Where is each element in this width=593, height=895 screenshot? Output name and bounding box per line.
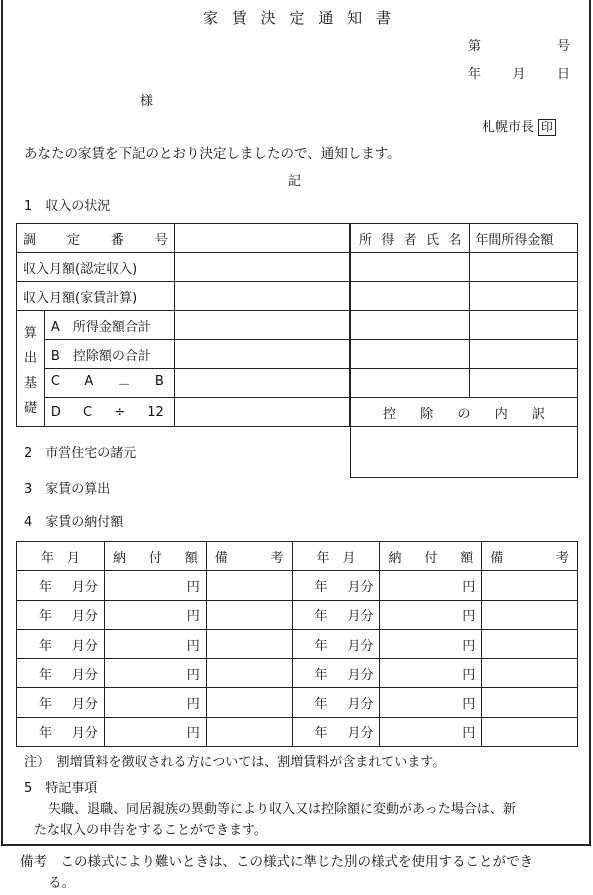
col-earner-name: 所 得 者 氏 名: [359, 232, 462, 248]
payment-remarks-cell: [482, 717, 578, 746]
row-month-suffix: 月分: [347, 609, 374, 625]
special-notes-line-1: 失職、退職、同居親族の異動等により収入又は控除額に変動があった場合は、新: [48, 802, 516, 817]
header-amount: 納 付 額: [112, 550, 198, 566]
payment-amount-cell: [104, 659, 206, 688]
date-year: 年: [468, 67, 482, 82]
payment-row: [17, 717, 578, 746]
date-day: 日: [556, 67, 570, 82]
row-year: 年: [39, 726, 53, 742]
header-remarks: 備 考: [214, 550, 284, 566]
issuer: [482, 119, 556, 136]
label-assessment-number: 調 定 番 号: [23, 232, 168, 248]
row-year: 年: [314, 697, 328, 713]
payment-remarks-cell: [482, 571, 578, 600]
document-number: [468, 40, 570, 53]
row-year: 年: [314, 609, 328, 625]
label-row-a: A 所得金額合計: [44, 311, 174, 340]
row-month-suffix: 月分: [71, 667, 98, 683]
row-year: 年: [39, 609, 53, 625]
value-row-b: [174, 340, 349, 369]
annual-income-cell: [470, 340, 578, 369]
footer-line-1: この様式により難いときは、この様式に準じた別の様式を使用することができ: [60, 854, 533, 870]
footer-label: 備考: [20, 854, 47, 870]
label-row-b: B 控除額の合計: [44, 340, 174, 369]
earner-name-cell: [351, 311, 470, 340]
payment-month-cell: [17, 629, 105, 658]
label-row-d: D C ÷ 12: [44, 398, 174, 427]
title-char: 知: [347, 9, 363, 27]
yen-unit: 円: [462, 638, 476, 654]
row-year: 年: [39, 638, 53, 654]
section-4-heading: 4 家賃の納付額: [24, 515, 124, 530]
row-year: 年: [314, 667, 328, 683]
label-calc-basis: 算 出 基 礎: [17, 311, 45, 427]
yen-unit: 円: [186, 667, 200, 683]
issue-date: [468, 68, 570, 81]
value-row-c: [174, 369, 349, 398]
payment-amount-cell: [380, 717, 482, 746]
value-monthly-income-recognized: [174, 253, 349, 282]
row-month-suffix: 月分: [347, 579, 374, 595]
payment-month-cell: [292, 659, 380, 688]
row-month-suffix: 月分: [347, 697, 374, 713]
row-month-suffix: 月分: [71, 726, 98, 742]
payment-row: [17, 688, 578, 717]
payment-amount-cell: [104, 571, 206, 600]
earner-name-cell: [351, 282, 470, 311]
title-char: 定: [289, 9, 305, 27]
section-3-heading: 3 家賃の算出: [24, 482, 111, 497]
payment-row: [17, 571, 578, 600]
payment-remarks-cell: [482, 688, 578, 717]
payment-month-cell: [17, 600, 105, 629]
row-month-suffix: 月分: [347, 726, 374, 742]
payment-month-cell: [292, 629, 380, 658]
row-month-suffix: 月分: [71, 609, 98, 625]
issuer-name: 札幌市長: [482, 120, 535, 135]
payment-amount-cell: [104, 688, 206, 717]
section-5-heading: 5 特記事項: [24, 781, 98, 796]
earner-name-cell: [351, 369, 470, 398]
deduction-detail-cell: [351, 427, 578, 478]
row-year: 年: [39, 579, 53, 595]
payment-table: [16, 541, 578, 747]
section-1-heading: 1 収入の状況: [24, 199, 111, 214]
row-year: 年: [314, 726, 328, 742]
payment-amount-cell: [380, 688, 482, 717]
earner-name-cell: [351, 340, 470, 369]
row-month-suffix: 月分: [347, 667, 374, 683]
payment-month-cell: [292, 571, 380, 600]
row-month-suffix: 月分: [71, 579, 98, 595]
payment-remarks-cell: [206, 629, 292, 658]
payment-month-cell: [17, 659, 105, 688]
title-char: 通: [318, 9, 334, 27]
yen-unit: 円: [186, 638, 200, 654]
header-amount: 納 付 額: [388, 550, 474, 566]
payment-row: [17, 629, 578, 658]
payment-amount-cell: [380, 659, 482, 688]
title-char: 書: [375, 9, 391, 27]
title-char: 決: [260, 9, 276, 27]
value-monthly-income-rent-calc: [174, 282, 349, 311]
header-month: 年 月: [41, 550, 80, 566]
ki-marker: 記: [288, 174, 302, 189]
payment-remarks-cell: [206, 600, 292, 629]
yen-unit: 円: [462, 667, 476, 683]
payment-row: [17, 600, 578, 629]
payment-month-cell: [17, 688, 105, 717]
row-year: 年: [314, 579, 328, 595]
payment-month-cell: [17, 717, 105, 746]
special-notes-line-2: たな収入の申告をすることができます。: [34, 823, 267, 838]
label-monthly-income-recognized: 収入月額(認定収入): [17, 253, 175, 282]
footer-line-2: る。: [48, 875, 75, 891]
payment-amount-cell: [380, 571, 482, 600]
header-month: 年 月: [316, 550, 356, 566]
yen-unit: 円: [186, 697, 200, 713]
deduction-detail-header: 控 除 の 内 訳: [383, 406, 545, 422]
yen-unit: 円: [462, 726, 476, 742]
section-2-heading: 2 市営住宅の諸元: [24, 446, 137, 461]
row-month-suffix: 月分: [347, 638, 374, 654]
payment-remarks-cell: [206, 571, 292, 600]
title-char: 賃: [231, 9, 247, 27]
yen-unit: 円: [462, 579, 476, 595]
number-suffix: 号: [556, 39, 570, 54]
surcharge-note: 注） 割増賃料を徴収される方については、割増賃料が含まれています。: [24, 755, 446, 770]
payment-remarks-cell: [482, 629, 578, 658]
value-assessment-number: [174, 224, 349, 253]
row-year: 年: [314, 638, 328, 654]
payment-amount-cell: [104, 629, 206, 658]
payment-remarks-cell: [482, 659, 578, 688]
label-monthly-income-rent-calc: 収入月額(家賃計算): [17, 282, 175, 311]
yen-unit: 円: [462, 697, 476, 713]
payment-month-cell: [292, 688, 380, 717]
annual-income-cell: [470, 253, 578, 282]
seal-mark: 印: [538, 119, 556, 136]
yen-unit: 円: [186, 609, 200, 625]
payment-month-cell: [292, 717, 380, 746]
yen-unit: 円: [186, 579, 200, 595]
row-month-suffix: 月分: [71, 697, 98, 713]
label-row-c: C A － B: [44, 369, 174, 398]
annual-income-cell: [470, 311, 578, 340]
date-month: 月: [512, 67, 526, 82]
payment-remarks-cell: [482, 600, 578, 629]
row-year: 年: [39, 667, 53, 683]
payment-amount-cell: [104, 600, 206, 629]
title-char: 家: [203, 9, 219, 27]
value-row-a: [174, 311, 349, 340]
number-prefix: 第: [468, 39, 482, 54]
earner-name-cell: [351, 253, 470, 282]
row-year: 年: [39, 697, 53, 713]
annual-income-cell: [470, 369, 578, 398]
payment-row: [17, 659, 578, 688]
yen-unit: 円: [186, 726, 200, 742]
payment-amount-cell: [380, 629, 482, 658]
payment-amount-cell: [104, 717, 206, 746]
intro-text: あなたの家賃を下記のとおり決定しましたので、通知します。: [24, 146, 401, 162]
value-row-d: [174, 398, 349, 427]
earners-table: [350, 223, 578, 478]
document-title: [203, 11, 391, 26]
payment-month-cell: [292, 600, 380, 629]
payment-amount-cell: [380, 600, 482, 629]
payment-remarks-cell: [206, 659, 292, 688]
income-table: [16, 223, 350, 427]
header-remarks: 備 考: [490, 550, 569, 566]
footer-remark: [20, 856, 533, 870]
payment-month-cell: [17, 571, 105, 600]
payment-remarks-cell: [206, 688, 292, 717]
addressee-suffix: 様: [140, 94, 154, 109]
annual-income-cell: [470, 282, 578, 311]
yen-unit: 円: [462, 609, 476, 625]
col-annual-income: 年間所得金額: [470, 224, 578, 253]
row-month-suffix: 月分: [71, 638, 98, 654]
payment-remarks-cell: [206, 717, 292, 746]
